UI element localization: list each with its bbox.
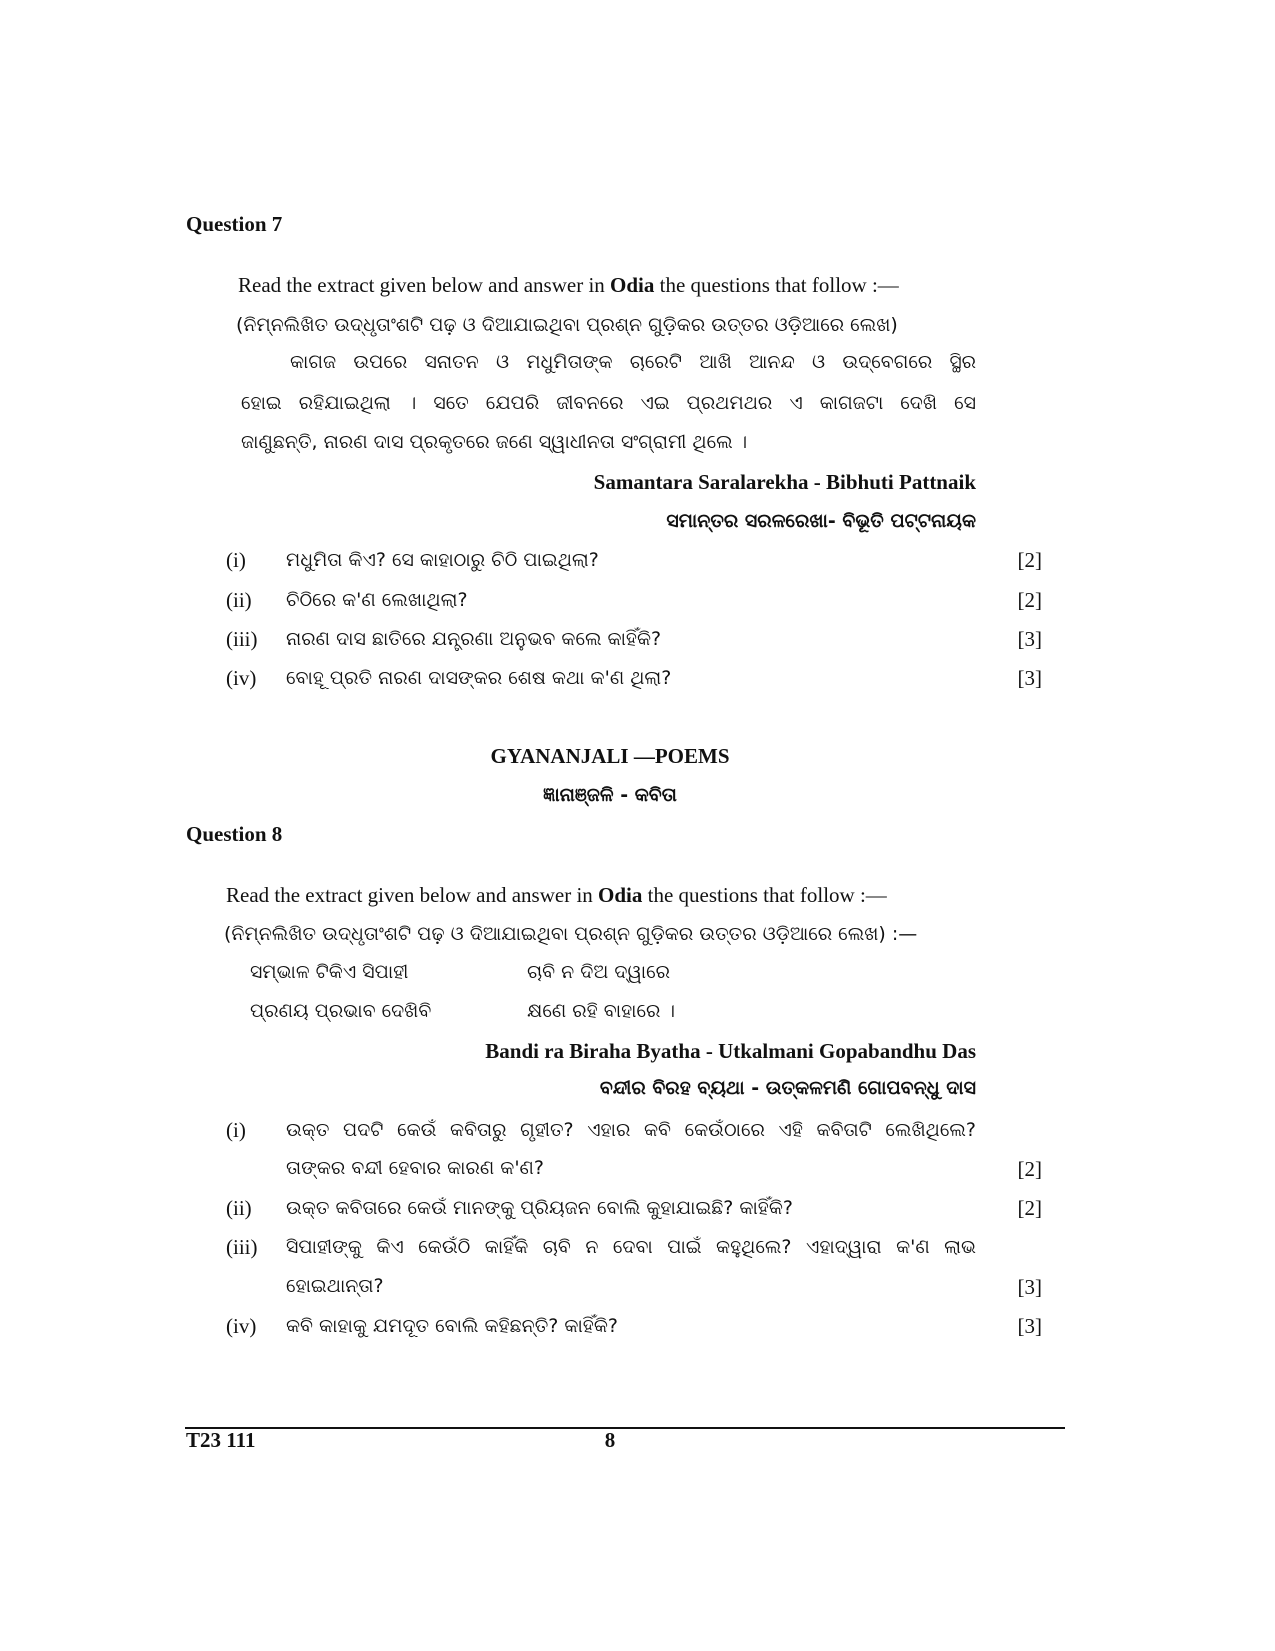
q7-question-text: ନାରଣ ଦାସ ଛାତିରେ ଯନ୍ତ୍ରଣା ଅନୁଭବ କଲେ କାହିଁକି? [286, 628, 662, 650]
q7-extract-line-2: ହୋଇ ରହିଯାଇଥିଲା । ସତେ ଯେପରି ଜୀବନରେ ଏଇ ପ୍ରଥମଥର ଏ କାଗଜଟା ଦେଖି ସେ [241, 392, 976, 414]
question-7-heading: Question 7 [186, 212, 283, 236]
q8-question-text-line-2: ହୋଇଥାନ୍ତା? [286, 1275, 384, 1297]
q7-instruction-post: the questions that follow :— [654, 273, 899, 297]
q7-question-text: ବୋହୂ ପ୍ରତି ନାରଣ ଦାସଙ୍କର ଶେଷ କଥା କ'ଣ ଥିଲା? [286, 667, 672, 689]
q8-question-text-line-1: କବି କାହାକୁ ଯମଦୂତ ବୋଲି କହିଛନ୍ତି? କାହିଁକି? [286, 1315, 619, 1337]
question-8-heading: Question 8 [186, 822, 283, 846]
q7-extract-line-1: କାଗଜ ଉପରେ ସନାତନ ଓ ମଧୁମିତାଙ୍କ ଚାରେଟି ଆଖି ଆନନ୍ଦ ଓ ଉଦ୍‌ବେଗରେ ସ୍ଥିର [290, 351, 976, 373]
q7-question-marks: [2] [1017, 548, 1042, 572]
q8-instruction-odia: (ନିମ୍ନଲିଖିତ ଉଦ୍ଧୃତାଂଶଟି ପଢ଼ ଓ ଦିଆଯାଇଥିବା ପ୍ରଶ୍ନ ଗୁଡ଼ିକର ଉତ୍ତର ଓଡ଼ିଆରେ ଲେଖ) :— [224, 923, 918, 945]
paper-code: T23 111 [186, 1428, 256, 1452]
q7-instruction-pre: Read the extract given below and answer in [238, 273, 611, 297]
q7-question-marks: [3] [1017, 627, 1042, 651]
q7-question-text: ମଧୁମିତା କିଏ? ସେ କାହାଠାରୁ ଚିଠି ପାଇଥିଲା? [286, 549, 599, 571]
q8-question-text-line-1: ଉକ୍ତ କବିତାରେ କେଉଁ ମାନଙ୍କୁ ପ୍ରିୟଜନ ବୋଲି କୁହାଯାଇଛି? କାହିଁକି? [286, 1197, 794, 1219]
q7-instruction-odia: (ନିମ୍ନଲିଖିତ ଉଦ୍ଧୃତାଂଶଟି ପଢ଼ ଓ ଦିଆଯାଇଥିବା ପ୍ରଶ୍ନ ଗୁଡ଼ିକର ଉତ୍ତର ଓଡ଼ିଆରେ ଲେଖ) [236, 314, 898, 336]
q8-question-number: (i) [226, 1118, 246, 1142]
q8-source-english: Bandi ra Biraha Byatha - Utkalmani Gopabandhu Das [485, 1039, 976, 1063]
q8-question-text-line-1: ସିପାହୀଙ୍କୁ କିଏ କେଉଁଠି କାହିଁକି ଚାବି ନ ଦେବା ପାଇଁ କହୁଥିଲେ? ଏହାଦ୍ୱାରା କ'ଣ ଲାଭ [286, 1236, 976, 1258]
q7-question-marks: [2] [1017, 588, 1042, 612]
q8-question-number: (ii) [226, 1196, 252, 1220]
q7-instruction [238, 273, 899, 298]
poem-line-left: ପ୍ରଣୟ ପ୍ରଭାବ ଦେଖିବି [250, 1000, 432, 1022]
q7-source-english: Samantara Saralarekha - Bibhuti Pattnaik [593, 470, 976, 494]
poem-line-right: ଚାବି ନ ଦିଅ ଦ୍ୱାରେ [527, 961, 671, 983]
page-number: 8 [604, 1428, 616, 1452]
poem-line-right: କ୍ଷଣେ ରହି ବାହାରେ । [527, 1000, 676, 1022]
q8-question-marks: [3] [1017, 1314, 1042, 1338]
q8-question-number: (iii) [226, 1235, 258, 1259]
section-title-english: GYANANJALI —POEMS [490, 744, 730, 768]
q8-instruction-pre: Read the extract given below and answer in [226, 883, 599, 907]
section-title-odia: ଜ୍ଞାନାଞ୍ଜଳି - କବିତା [543, 784, 677, 806]
q8-question-marks: [2] [1017, 1157, 1042, 1181]
q8-question-text-line-1: ଉକ୍ତ ପଦଟି କେଉଁ କବିତାରୁ ଗୃହୀତ? ଏହାର କବି କେଉଁଠାରେ ଏହି କବିତାଟି ଲେଖିଥିଲେ? [286, 1119, 976, 1141]
q7-source-odia: ସମାନ୍ତର ସରଳରେଖା- ବିଭୂତି ପଟ୍ଟନାୟକ [666, 510, 976, 532]
q8-instruction [226, 883, 887, 908]
q8-question-text-line-2: ତାଙ୍କର ବନ୍ଦୀ ହେବାର କାରଣ କ'ଣ? [286, 1157, 545, 1179]
q7-extract-line-3: ଜାଣୁଛନ୍ତି, ନାରଣ ଦାସ ପ୍ରକୃତରେ ଜଣେ ସ୍ୱାଧୀନତା ସଂଗ୍ରାମୀ ଥିଲେ । [241, 431, 748, 453]
q8-instruction-post: the questions that follow :— [642, 883, 887, 907]
q7-question-text: ଚିଠିରେ କ'ଣ ଲେଖାଥିଲା? [286, 589, 468, 611]
poem-line-left: ସମ୍ଭାଳ ଟିକିଏ ସିପାହୀ [250, 961, 409, 983]
q7-question-number: (i) [226, 548, 246, 572]
q8-question-number: (iv) [226, 1314, 257, 1338]
q8-question-marks: [2] [1017, 1196, 1042, 1220]
q7-question-number: (ii) [226, 588, 252, 612]
q7-instruction-language: Odia [610, 273, 655, 297]
q7-question-number: (iii) [226, 627, 258, 651]
q8-instruction-language: Odia [598, 883, 643, 907]
q7-question-number: (iv) [226, 666, 257, 690]
q8-question-marks: [3] [1017, 1275, 1042, 1299]
q7-question-marks: [3] [1017, 666, 1042, 690]
q8-source-odia: ବନ୍ଦୀର ବିରହ ବ୍ୟଥା - ଉତ୍କଳମଣି ଗୋପବନ୍ଧୁ ଦାସ [599, 1077, 976, 1099]
